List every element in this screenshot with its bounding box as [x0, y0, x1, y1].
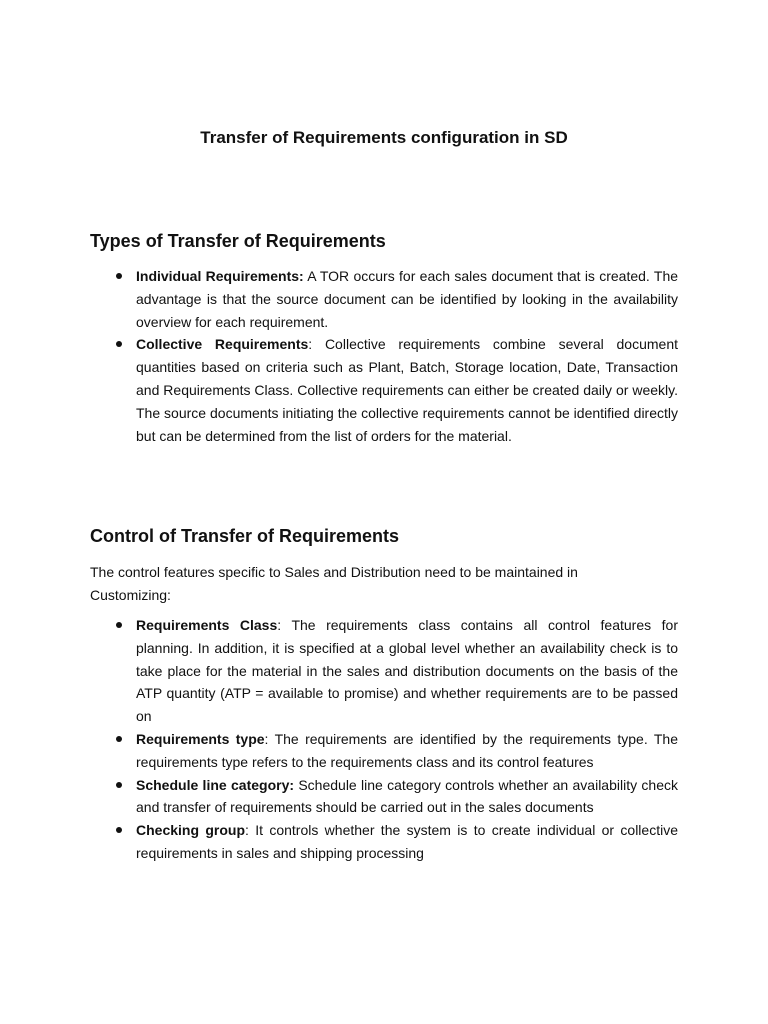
list-item [90, 728, 678, 774]
control-bullet-list [90, 614, 678, 865]
item-term: Requirements type [136, 730, 265, 747]
item-text: : It controls whether the system is to create individual or collective requirements in sales and shipping processing [136, 822, 678, 861]
bullet-icon [116, 827, 122, 833]
bullet-icon [116, 736, 122, 742]
list-item [90, 333, 678, 447]
list-item [90, 819, 678, 865]
item-term: Schedule line category: [136, 776, 295, 793]
item-text: : Collective requirements combine several document quantities based on criteria such as Plant, Batch, Storage location, Date, Transaction and Requirements Class. Collective requirements can either be created daily or weekly. The source documents initiating the collective requirements cannot be identified directly but can be determined from the list of orders for the material. [136, 336, 678, 444]
item-term: Individual Requirements: [136, 268, 304, 284]
types-bullet-list [90, 265, 678, 447]
bullet-icon [116, 782, 122, 788]
item-text: Schedule line category controls whether an availability check and transfer of requirements should be carried out in the sales documents [136, 776, 678, 816]
list-item [90, 614, 678, 728]
item-term: Requirements Class [136, 617, 278, 633]
document-title: Transfer of Requirements configuration in SD [200, 128, 568, 147]
list-item [90, 774, 678, 820]
item-text: A TOR occurs for each sales document that is created. The advantage is that the source document can be identified by looking in the availability overview for each requirement. [136, 268, 679, 330]
section-heading-types: Types of Transfer of Requirements [90, 231, 386, 251]
item-text: : The requirements class contains all control features for planning. In addition, it is specified at a global level whether an availability check is to take place for the material in the sales and distribution documents on the basis of the ATP quantity (ATP = available to promise) and whether requirements are to be passed on [136, 617, 679, 725]
bullet-icon [116, 273, 122, 279]
section-intro: The control features specific to Sales and Distribution need to be maintained in Customizing: [90, 564, 578, 603]
list-item [90, 265, 678, 333]
item-term: Checking group [136, 822, 245, 839]
section-heading-control: Control of Transfer of Requirements [90, 526, 400, 546]
bullet-icon [116, 341, 122, 347]
item-text: : The requirements are identified by the requirements type. The requirements type refers to the requirements class and its control features [136, 730, 678, 770]
item-term: Collective Requirements [136, 336, 309, 353]
bullet-icon [116, 622, 122, 628]
